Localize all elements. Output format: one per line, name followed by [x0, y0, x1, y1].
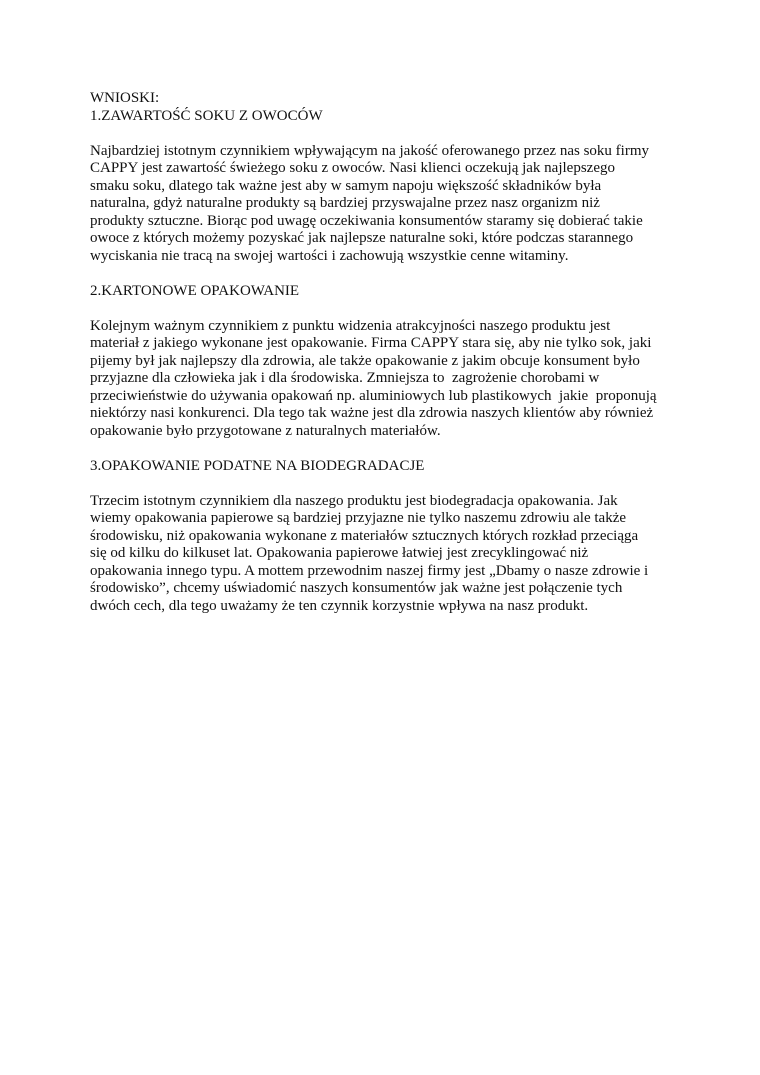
text-line: CAPPY jest zawartość świeżego soku z owoców. Nasi klienci oczekują jak najlepszego [90, 160, 615, 176]
text-line: niektórzy nasi konkurenci. Dla tego tak ważne jest dla zdrowia naszych klientów aby również [90, 405, 654, 421]
text-line: się od kilku do kilkuset lat. Opakowania papierowe łatwiej jest zrecyklingować niż [90, 545, 589, 561]
section-heading [90, 283, 690, 301]
text-line: Kolejnym ważnym czynnikiem z punktu widzenia atrakcyjności naszego produktu jest [90, 317, 611, 334]
text-line: opakowania innego typu. A mottem przewodnim naszej firmy jest „Dbamy o nasze zdrowie i [90, 562, 649, 579]
text-line: pijemy był jak najlepszy dla zdrowia, ale także opakowanie z jakim obcuje konsument było [90, 352, 640, 369]
text-line: 1.ZAWARTOŚĆ SOKU Z OWOCÓW [90, 107, 323, 124]
text-line: Trzecim istotnym czynnikiem dla naszego produktu jest biodegradacja opakowania. Jak [90, 492, 618, 509]
paragraph [90, 318, 690, 441]
text-line: środowisku, niż opakowania wykonane z materiałów sztucznych których rozkład przeciąga [90, 527, 639, 544]
text-line: produkty sztuczne. Biorąc pod uwagę oczekiwania konsumentów staramy się dobierać takie [90, 212, 643, 229]
text-line: wyciskania nie tracą na swojej wartości i zachowują wszystkie cenne witaminy. [90, 247, 569, 264]
text-line: owoce z których możemy pozyskać jak najlepsze naturalne soki, które podczas starannego [90, 230, 634, 246]
text-line: opakowanie było przygotowane z naturalnych materiałów. [90, 422, 441, 439]
text-line: WNIOSKI: [90, 90, 160, 106]
section-heading [90, 458, 690, 476]
text-line: wiemy opakowania papierowe są bardziej przyjazne nie tylko naszemu zdrowiu ale także [90, 510, 627, 526]
text-line: smaku soku, dlatego tak ważne jest aby w samym napoju większość składników była [90, 177, 602, 194]
text-line: przeciwieństwie do używania opakowań np. aluminiowych lub plastikowych jakie proponują [90, 387, 657, 404]
paragraph [90, 143, 690, 266]
text-line: naturalna, gdyż naturalne produkty są bardziej przyswajalne przez nasz organizm niż [90, 195, 600, 211]
document-text-block [90, 90, 690, 633]
text-line: materiał z jakiego wykonane jest opakowanie. Firma CAPPY stara się, aby nie tylko sok, jaki [90, 335, 652, 351]
text-line: 3.OPAKOWANIE PODATNE NA BIODEGRADACJE [90, 457, 425, 474]
text-line: 2.KARTONOWE OPAKOWANIE [90, 282, 300, 299]
text-line: środowisko”, chcemy uświadomić naszych konsumentów jak ważne jest połączenie tych [90, 580, 623, 596]
text-line: przyjazne dla człowieka jak i dla środowiska. Zmniejsza to zagrożenie chorobami w [90, 370, 600, 386]
text-line: Najbardziej istotnym czynnikiem wpływającym na jakość oferowanego przez nas soku firmy [90, 142, 649, 159]
text-line: dwóch cech, dla tego uważamy że ten czynnik korzystnie wpływa na nasz produkt. [90, 597, 589, 614]
section-heading [90, 90, 690, 125]
paragraph [90, 493, 690, 616]
